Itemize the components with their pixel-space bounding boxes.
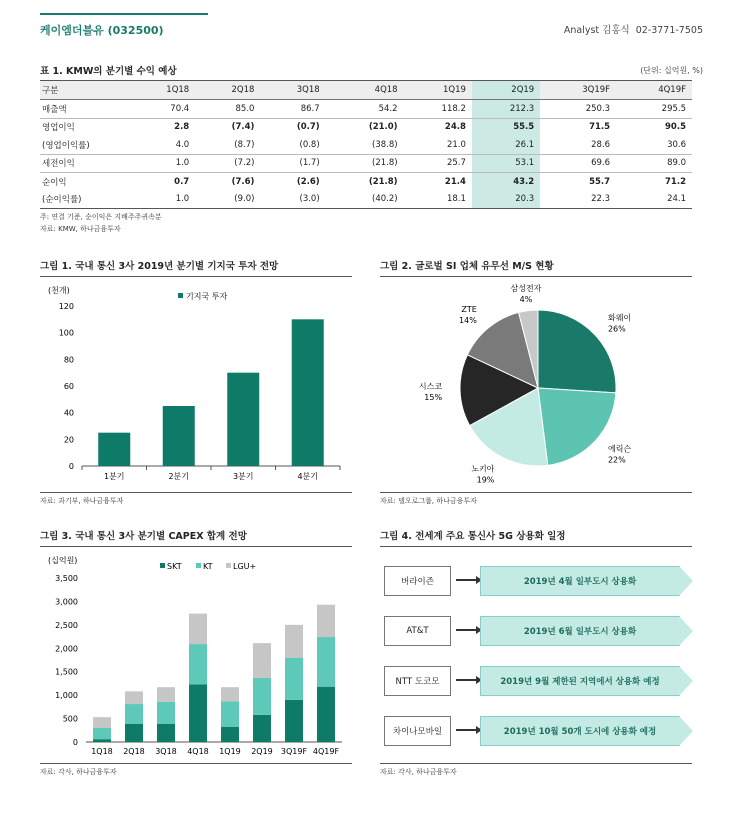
slice-label: 노키아 (471, 464, 495, 474)
fig4-title: 그림 4. 전세계 주요 통신사 5G 상용화 일정 (380, 531, 566, 542)
row-label: (순이익률) (40, 191, 130, 209)
legend-swatch (160, 563, 165, 568)
table-cell: (21.0) (326, 118, 404, 136)
bar-segment (253, 643, 271, 678)
table-cell: 71.5 (540, 118, 616, 136)
y-axis-label: (십억원) (48, 556, 78, 565)
schedule-row (380, 616, 692, 646)
plan-banner: 2019년 10월 50개 도시에 상용화 예정 (480, 716, 680, 746)
bar-segment (221, 701, 239, 727)
arrow-right-icon (456, 679, 478, 681)
table-cell: (0.7) (260, 118, 325, 136)
table-cell: (1.7) (260, 154, 325, 173)
company-name: 케이엠더블유 (032500) (40, 24, 164, 37)
col-header: 4Q18 (326, 81, 404, 100)
table-cell: 89.0 (616, 154, 692, 173)
x-tick-label: 3Q18 (155, 747, 177, 756)
earnings-table (40, 80, 692, 209)
carrier-box: NTT 도코모 (384, 666, 451, 696)
table-row (40, 118, 692, 136)
x-tick-label: 3분기 (232, 472, 254, 481)
table-row (40, 154, 692, 173)
table-cell: (0.8) (299, 139, 320, 150)
col-header: 4Q19F (616, 81, 692, 100)
schedule-row (380, 716, 692, 746)
y-tick-label: 20 (63, 435, 74, 445)
table-cell: 22.3 (540, 191, 616, 209)
bar-segment (253, 678, 271, 715)
x-tick-label: 2Q18 (123, 747, 145, 756)
y-tick-label: 100 (58, 328, 74, 338)
slice-value: 14% (459, 316, 477, 326)
legend-label: 기지국 투자 (186, 292, 228, 301)
table-cell: 26.1 (472, 136, 540, 154)
table-cell: 250.3 (585, 103, 611, 114)
table-cell: 70.4 (170, 103, 190, 114)
bar-segment (285, 625, 303, 658)
bar-segment (125, 724, 143, 742)
table-row (40, 191, 692, 209)
table-cell: 90.5 (616, 118, 692, 136)
analyst-name: Analyst 김홍식 (563, 25, 630, 36)
table-cell: 21.0 (446, 139, 466, 150)
col-header: 1Q19 (404, 81, 472, 100)
bar-segment (93, 717, 111, 728)
table-note: 주: 연결 기준, 순이익은 지배주주귀속분 (40, 213, 162, 221)
bar (163, 406, 195, 466)
y-axis-label: (천개) (48, 286, 70, 295)
x-tick-label: 4분기 (297, 472, 319, 481)
table-row (40, 100, 692, 119)
slice-label: 에릭슨 (607, 444, 632, 454)
bar-segment (157, 724, 175, 742)
y-tick-label: 40 (63, 408, 74, 418)
table-cell: 69.6 (540, 154, 616, 173)
table-cell: 86.7 (300, 103, 320, 114)
fig1-chart (40, 280, 352, 490)
arrow-right-icon (456, 579, 478, 581)
table-cell: (2.6) (260, 173, 325, 191)
slice-value: 4% (519, 294, 533, 304)
slice-value: 15% (424, 393, 443, 403)
y-tick-label: 3,500 (55, 574, 78, 583)
fig3-title: 그림 3. 국내 통신 3사 분기별 CAPEX 합계 전망 (40, 531, 247, 542)
arrow-right-icon (456, 629, 478, 631)
analyst-phone: 02-3771-7505 (635, 25, 703, 36)
y-tick-label: 80 (63, 355, 74, 365)
table-cell: 118.2 (441, 103, 466, 114)
table-row (40, 136, 692, 154)
y-tick-label: 2,000 (55, 644, 78, 654)
fig2-rule (380, 276, 692, 277)
slice-label: 화웨이 (607, 313, 632, 323)
pie-slice (538, 310, 616, 393)
schedule-row (380, 566, 692, 596)
slice-value: 22% (607, 455, 626, 465)
fig4-schedule (380, 560, 692, 760)
bar-segment (189, 644, 207, 684)
col-header: 3Q18 (260, 81, 325, 100)
fig4-rule (380, 546, 692, 547)
legend-label: KT (203, 562, 213, 571)
slice-label: ZTE (461, 305, 477, 315)
table-cell: 2.8 (130, 118, 195, 136)
table-row (40, 173, 692, 191)
bar-segment (317, 637, 335, 687)
y-tick-label: 0 (72, 738, 78, 747)
fig2-source: 자료: 델오로그룹, 하나금융투자 (380, 497, 477, 505)
table-cell: 212.3 (472, 100, 540, 119)
bar-segment (93, 728, 111, 739)
x-tick-label: 3Q19F (280, 747, 308, 756)
bar-segment (285, 700, 303, 742)
table-cell: 55.5 (472, 118, 540, 136)
header-rule (40, 13, 208, 15)
fig3-rule (40, 546, 352, 547)
bar-segment (285, 658, 303, 700)
y-tick-label: 1,000 (55, 691, 78, 701)
table-cell: (7.2) (195, 154, 260, 173)
table-cell: (38.8) (372, 139, 398, 150)
table-cell: (7.6) (195, 173, 260, 191)
fig1-source: 자료: 과기부, 하나금융투자 (40, 497, 124, 505)
arrow-right-icon (456, 729, 478, 731)
plan-banner: 2019년 9월 제한된 지역에서 상용화 예정 (480, 666, 680, 696)
table-source: 자료: KMW, 하나금융투자 (40, 225, 121, 233)
y-tick-label: 2,500 (55, 620, 78, 630)
y-tick-label: 500 (62, 714, 78, 724)
table-cell: 55.7 (540, 173, 616, 191)
table-cell: 18.1 (404, 191, 472, 209)
x-tick-label: 4Q19F (312, 747, 340, 756)
table-cell: 30.6 (667, 139, 686, 150)
bar-segment (125, 691, 143, 704)
fig3-chart (40, 550, 352, 760)
table-cell: 25.7 (404, 154, 472, 173)
fig2-title: 그림 2. 글로벌 SI 업체 유무선 M/S 현황 (380, 261, 554, 272)
x-tick-label: 1Q19 (219, 747, 241, 756)
col-header: 구분 (40, 81, 130, 100)
fig3-source: 자료: 각사, 하나금융투자 (40, 768, 117, 776)
table-cell: 1.0 (130, 191, 195, 209)
pie-slice (538, 388, 616, 465)
y-tick-label: 0 (68, 462, 74, 471)
carrier-box: AT&T (384, 616, 451, 646)
fig2-bottom-rule (380, 492, 692, 493)
row-label: 세전이익 (40, 154, 130, 173)
col-header: 1Q18 (130, 81, 195, 100)
legend-label: LGU+ (233, 562, 257, 571)
table-cell: (21.8) (326, 173, 404, 191)
fig3-bottom-rule (40, 763, 352, 764)
table-cell: (21.8) (326, 154, 404, 173)
x-tick-label: 1Q18 (91, 747, 113, 756)
slice-label: 삼성전자 (510, 283, 542, 293)
legend-swatch (196, 563, 201, 568)
bar-segment (221, 727, 239, 742)
fig1-bottom-rule (40, 492, 352, 493)
fig2-chart (380, 280, 692, 490)
y-tick-label: 120 (58, 302, 74, 311)
col-header: 2Q18 (195, 81, 260, 100)
y-tick-label: 1,500 (55, 667, 78, 677)
row-label: 영업이익 (40, 118, 130, 136)
bar-segment (317, 605, 335, 637)
table-cell: (3.0) (260, 191, 325, 209)
bar-segment (189, 614, 207, 644)
table-cell: 43.2 (472, 173, 540, 191)
bar (292, 319, 324, 466)
bar-segment (93, 739, 111, 742)
table-title: 표 1. KMW의 분기별 수익 예상 (40, 66, 177, 77)
table-cell: 85.0 (235, 103, 255, 114)
plan-banner: 2019년 4월 일부도시 상용화 (480, 566, 680, 596)
row-label: 순이익 (40, 173, 130, 191)
col-header: 3Q19F (540, 81, 616, 100)
table-cell: 21.4 (404, 173, 472, 191)
x-tick-label: 1분기 (103, 472, 125, 481)
row-label: (영업이익률) (42, 140, 90, 151)
table-cell: 28.6 (591, 139, 611, 150)
table-header-row (40, 81, 692, 100)
x-tick-label: 2Q19 (251, 747, 273, 756)
table-cell: 295.5 (661, 103, 686, 114)
table-cell: 53.1 (472, 154, 540, 173)
slice-value: 19% (476, 475, 495, 485)
x-tick-label: 4Q18 (187, 747, 209, 756)
table-cell: (8.7) (234, 139, 255, 150)
bar-segment (157, 687, 175, 702)
slice-value: 26% (607, 324, 626, 334)
carrier-box: 차이나모바일 (384, 716, 451, 746)
table-cell: (40.2) (326, 191, 404, 209)
plan-banner: 2019년 6월 일부도시 상용화 (480, 616, 680, 646)
table-cell: 4.0 (175, 139, 190, 150)
bar-segment (157, 702, 175, 724)
legend-label: SKT (167, 562, 182, 571)
table-cell: 24.8 (404, 118, 472, 136)
table-cell: 20.3 (472, 191, 540, 209)
fig1-title: 그림 1. 국내 통신 3사 2019년 분기별 기지국 투자 전망 (40, 261, 279, 272)
table-cell: (7.4) (195, 118, 260, 136)
x-tick-label: 2분기 (168, 472, 190, 481)
fig4-source: 자료: 각사, 하나금융투자 (380, 768, 457, 776)
bar-segment (221, 687, 239, 701)
row-label: 매출액 (42, 104, 67, 115)
bar (98, 433, 130, 466)
schedule-row (380, 666, 692, 696)
y-tick-label: 3,000 (55, 597, 78, 607)
slice-label: 시스코 (418, 382, 443, 392)
table-cell: 71.2 (616, 173, 692, 191)
bar-segment (125, 704, 143, 724)
legend-swatch (178, 293, 183, 298)
col-header: 2Q19 (472, 81, 540, 100)
bar-segment (317, 687, 335, 742)
table-cell: 1.0 (130, 154, 195, 173)
table-unit: (단위: 십억원, %) (640, 66, 703, 75)
fig4-bottom-rule (380, 763, 692, 764)
bar (227, 373, 259, 466)
legend-swatch (226, 563, 231, 568)
bar-segment (189, 684, 207, 742)
bar-segment (253, 715, 271, 742)
table-cell: (9.0) (195, 191, 260, 209)
y-tick-label: 60 (63, 382, 74, 391)
table-cell: 24.1 (616, 191, 692, 209)
table-cell: 54.2 (378, 103, 398, 114)
analyst-info (558, 22, 703, 36)
fig1-rule (40, 276, 352, 277)
table-cell: 0.7 (130, 173, 195, 191)
carrier-box: 버라이즌 (384, 566, 451, 596)
